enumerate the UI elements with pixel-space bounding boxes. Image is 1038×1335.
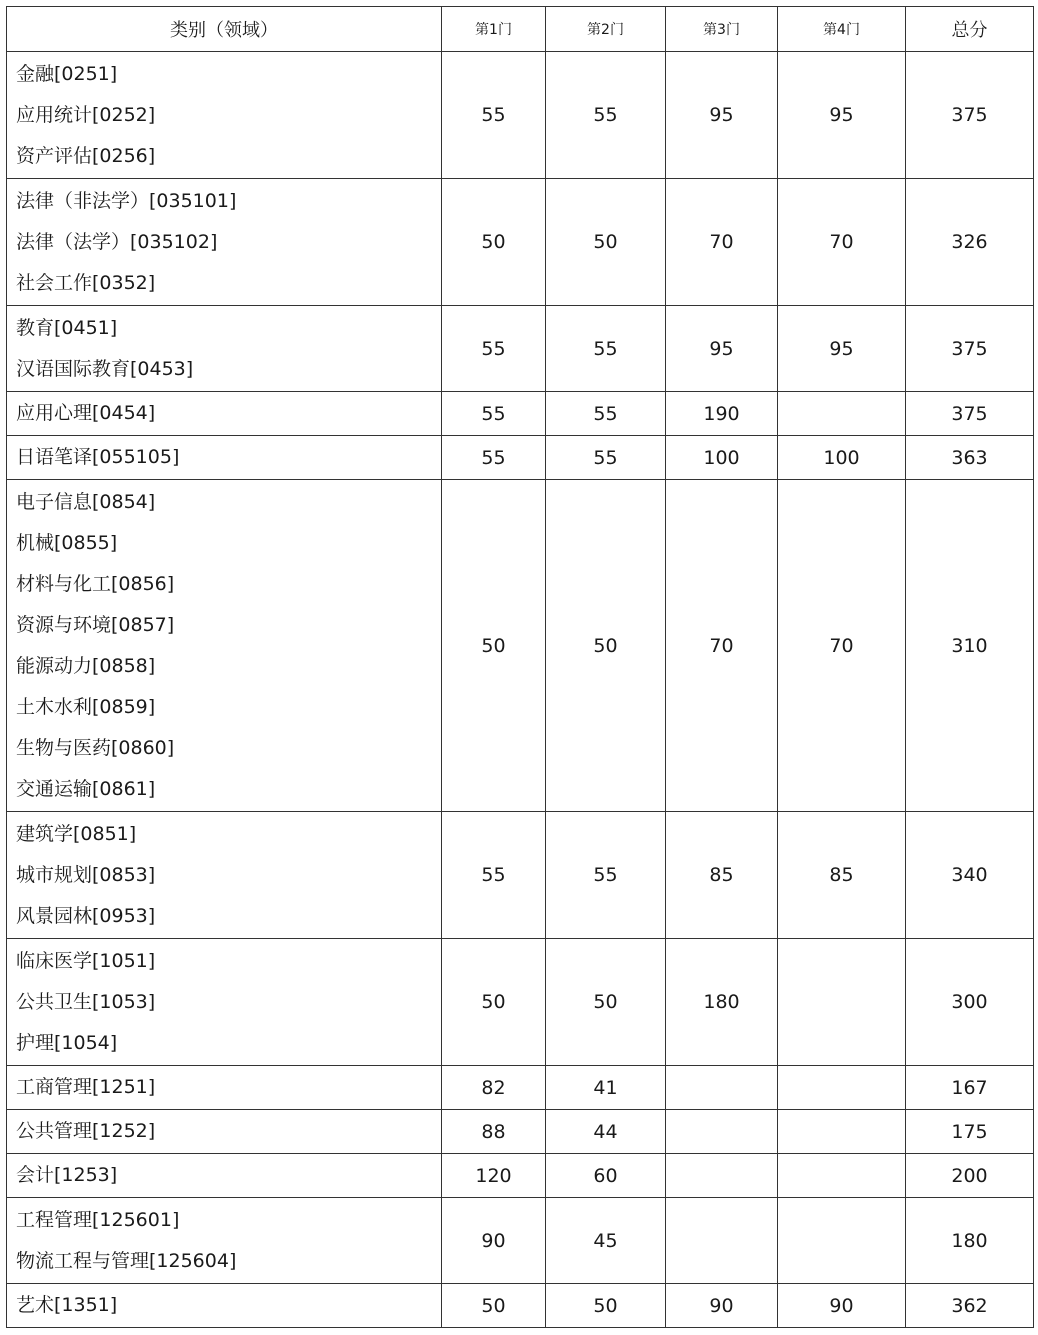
header-total: 总分 (906, 7, 1034, 52)
table-row (7, 179, 1034, 306)
score-subject-1: 88 (442, 1110, 546, 1154)
category-label: 金融[0251] (16, 62, 118, 85)
score-subject-2: 50 (546, 1284, 666, 1328)
score-total: 300 (906, 939, 1034, 1066)
table-row (7, 480, 1034, 812)
category-label: 法律（法学）[035102] (16, 230, 218, 253)
header-subject-3: 第3门 (666, 7, 778, 52)
table-body (7, 52, 1034, 1328)
header-category: 类别（领域） (7, 7, 442, 52)
score-subject-4 (778, 1154, 906, 1198)
score-subject-3 (666, 1066, 778, 1110)
table-row (7, 1198, 1034, 1284)
score-total: 167 (906, 1066, 1034, 1110)
score-subject-4: 85 (778, 812, 906, 939)
category-cell (7, 179, 442, 306)
score-subject-2: 44 (546, 1110, 666, 1154)
score-subject-3 (666, 1110, 778, 1154)
score-subject-4 (778, 939, 906, 1066)
score-subject-2: 45 (546, 1198, 666, 1284)
score-subject-1: 50 (442, 179, 546, 306)
score-total: 175 (906, 1110, 1034, 1154)
score-subject-4: 100 (778, 436, 906, 480)
category-cell (7, 1110, 442, 1154)
category-label: 应用统计[0252] (16, 103, 156, 126)
header-subject-1: 第1门 (442, 7, 546, 52)
category-cell (7, 1066, 442, 1110)
score-total: 375 (906, 392, 1034, 436)
category-cell (7, 939, 442, 1066)
score-subject-1: 55 (442, 812, 546, 939)
score-subject-4: 70 (778, 480, 906, 812)
score-subject-3: 95 (666, 52, 778, 179)
score-subject-4 (778, 1110, 906, 1154)
score-subject-3 (666, 1154, 778, 1198)
score-subject-1: 50 (442, 480, 546, 812)
table-row (7, 52, 1034, 179)
category-label: 公共卫生[1053] (16, 990, 156, 1013)
category-label: 会计[1253] (16, 1164, 118, 1186)
score-subject-3 (666, 1198, 778, 1284)
score-total: 375 (906, 306, 1034, 392)
score-subject-2: 55 (546, 392, 666, 436)
category-label: 土木水利[0859] (16, 695, 156, 718)
score-subject-2: 55 (546, 436, 666, 480)
category-label: 社会工作[0352] (16, 271, 156, 294)
category-label: 工程管理[125601] (16, 1208, 180, 1231)
score-subject-1: 90 (442, 1198, 546, 1284)
category-label: 日语笔译[055105] (16, 446, 180, 468)
score-subject-1: 50 (442, 939, 546, 1066)
category-label: 交通运输[0861] (16, 777, 156, 800)
category-label: 公共管理[1252] (16, 1120, 156, 1142)
score-total: 310 (906, 480, 1034, 812)
category-label: 资源与环境[0857] (16, 613, 175, 636)
category-label: 城市规划[0853] (16, 863, 156, 886)
category-cell (7, 436, 442, 480)
table-row (7, 1066, 1034, 1110)
score-subject-2: 50 (546, 939, 666, 1066)
score-subject-1: 50 (442, 1284, 546, 1328)
score-subject-4: 90 (778, 1284, 906, 1328)
category-cell (7, 306, 442, 392)
category-label: 机械[0855] (16, 531, 118, 554)
category-cell (7, 480, 442, 812)
header-subject-4: 第4门 (778, 7, 906, 52)
header-row (7, 7, 1034, 52)
score-subject-1: 55 (442, 392, 546, 436)
category-label: 材料与化工[0856] (16, 572, 175, 595)
category-cell (7, 1154, 442, 1198)
score-subject-2: 55 (546, 812, 666, 939)
score-subject-1: 120 (442, 1154, 546, 1198)
score-subject-4: 95 (778, 52, 906, 179)
category-label: 资产评估[0256] (16, 144, 156, 167)
score-subject-4 (778, 1066, 906, 1110)
category-cell (7, 52, 442, 179)
score-subject-2: 55 (546, 306, 666, 392)
score-subject-2: 41 (546, 1066, 666, 1110)
score-subject-1: 82 (442, 1066, 546, 1110)
table-row (7, 1154, 1034, 1198)
category-label: 应用心理[0454] (16, 402, 156, 424)
score-subject-3: 190 (666, 392, 778, 436)
score-subject-3: 90 (666, 1284, 778, 1328)
score-subject-3: 95 (666, 306, 778, 392)
score-total: 326 (906, 179, 1034, 306)
score-subject-3: 100 (666, 436, 778, 480)
category-label: 工商管理[1251] (16, 1076, 156, 1098)
score-subject-2: 60 (546, 1154, 666, 1198)
category-cell (7, 1198, 442, 1284)
category-cell (7, 812, 442, 939)
table-row (7, 1110, 1034, 1154)
category-label: 风景园林[0953] (16, 904, 156, 927)
category-label: 护理[1054] (16, 1031, 118, 1054)
category-label: 汉语国际教育[0453] (16, 357, 194, 380)
category-label: 建筑学[0851] (16, 822, 137, 845)
category-cell (7, 392, 442, 436)
score-subject-1: 55 (442, 306, 546, 392)
category-cell (7, 1284, 442, 1328)
score-total: 340 (906, 812, 1034, 939)
score-total: 200 (906, 1154, 1034, 1198)
header-subject-2: 第2门 (546, 7, 666, 52)
score-subject-3: 70 (666, 480, 778, 812)
table-row (7, 812, 1034, 939)
category-label: 物流工程与管理[125604] (16, 1249, 237, 1272)
score-subject-1: 55 (442, 52, 546, 179)
score-total: 180 (906, 1198, 1034, 1284)
table-row (7, 436, 1034, 480)
table-row (7, 306, 1034, 392)
category-label: 艺术[1351] (16, 1294, 118, 1316)
category-label: 电子信息[0854] (16, 490, 156, 513)
category-label: 临床医学[1051] (16, 949, 156, 972)
score-subject-4: 95 (778, 306, 906, 392)
score-table (6, 6, 1034, 1328)
score-subject-4: 70 (778, 179, 906, 306)
category-label: 教育[0451] (16, 316, 118, 339)
table-row (7, 392, 1034, 436)
score-subject-3: 85 (666, 812, 778, 939)
score-total: 375 (906, 52, 1034, 179)
score-total: 363 (906, 436, 1034, 480)
score-subject-3: 70 (666, 179, 778, 306)
score-subject-2: 50 (546, 480, 666, 812)
score-total: 362 (906, 1284, 1034, 1328)
score-subject-4 (778, 1198, 906, 1284)
category-label: 法律（非法学）[035101] (16, 189, 237, 212)
score-subject-1: 55 (442, 436, 546, 480)
category-label: 能源动力[0858] (16, 654, 156, 677)
category-label: 生物与医药[0860] (16, 736, 175, 759)
score-subject-2: 50 (546, 179, 666, 306)
table-row (7, 939, 1034, 1066)
table-row (7, 1284, 1034, 1328)
score-subject-4 (778, 392, 906, 436)
score-subject-3: 180 (666, 939, 778, 1066)
score-subject-2: 55 (546, 52, 666, 179)
